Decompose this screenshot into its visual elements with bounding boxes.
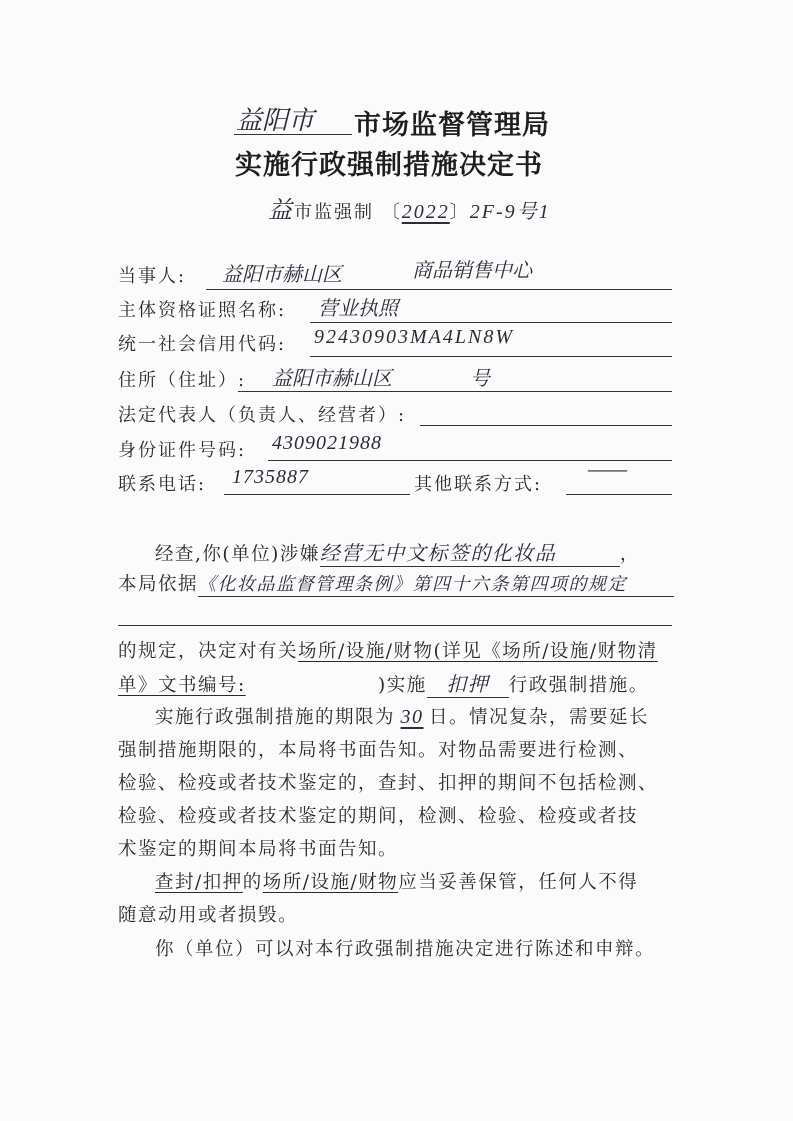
agency-name: 市场监督管理局 [354,110,550,141]
city-handwritten: 益阳市 [236,106,315,135]
text: 检验、检疫或者技术鉴定的，查封、扣押的期间不包括检测、 [118,773,659,794]
text: 强制措施期限的，本局将书面告知。对物品需要进行检测、 [118,740,639,761]
field-other-contact-value: —— [588,456,628,481]
text: 行政强制措施。 [508,675,649,696]
field-label: 当事人: [118,266,187,287]
underline [566,494,672,495]
field-label: 主体资格证照名称: [118,300,287,321]
document-number [268,190,551,225]
field-license [118,296,286,322]
text: 单》文书编号: [118,675,246,696]
text: 查封/扣押 [155,872,243,893]
field-address [118,366,246,392]
doc-prefix: 市监强制 [294,202,374,223]
paragraph-term [155,703,649,729]
underline [420,425,672,426]
term-days-handwritten: 30 [400,706,424,728]
doc-prefix-hw: 益 [268,198,294,224]
field-label: 住所（住址）: [118,370,247,391]
paragraph-finding [155,537,640,567]
underline [310,322,672,323]
field-party-value: 益阳市赫山区 [222,264,342,286]
underline [206,289,672,290]
field-address-value2: 号 [470,368,490,390]
underline [310,356,672,357]
field-label: 统一社会信用代码: [118,334,287,355]
bracket-close: 〕 [449,202,470,223]
text: 术鉴定的期间本局将书面告知。 [118,839,399,860]
field-label: 联系电话: [118,474,207,495]
field-label: 身份证件号码: [118,440,247,461]
text: 经查,你(单位)涉嫌 [155,544,320,565]
city-underline [234,134,352,135]
underline [118,625,672,626]
paragraph-decision-2 [118,668,649,698]
field-credit-code [118,330,286,356]
paragraph-rights: 你（单位）可以对本行政强制措施决定进行陈述和申辩。 [155,939,656,960]
field-phone-value: 1735887 [232,466,309,488]
field-id-number [118,436,246,462]
field-party [118,262,186,288]
text: 应当妥善保管，任何人不得 [398,872,639,893]
text: 场所/设施/财物 [262,872,399,893]
measure-handwritten: 扣押 [427,668,509,698]
text: 随意动用或者损毁。 [118,905,299,926]
field-address-value: 益阳市赫山区 [272,368,392,390]
text: )实施 [378,675,427,696]
document-title: 实施行政强制措施决定书 [235,150,543,181]
text: 的规定，决定对有关 [118,641,299,662]
field-legal-rep [118,401,406,427]
field-credit-code-value: 92430903MA4LN8W [314,326,514,348]
text: 场所/设施/财物(详见《场所/设施/财物清 [298,641,658,662]
doc-year: 2022 [401,201,450,223]
paragraph-decision [118,637,658,663]
field-id-number-value: 4309021988 [272,432,382,454]
field-license-value: 营业执照 [318,298,398,320]
bracket-open: 〔 [381,202,402,223]
underline [224,494,410,495]
violation-handwritten: 经营无中文标签的化妆品 [320,537,620,567]
field-label: 法定代表人（负责人、经营者）: [118,405,407,426]
text: 实施行政强制措施的期限为 [155,707,396,728]
text: 检验、检疫或者技术鉴定的期间，检测、检验、检疫或者技 [118,806,639,827]
underline [238,391,672,392]
legal-basis-handwritten: 《化妆品监督管理条例》第四十六条第四项的规定 [198,570,674,597]
doc-serial: 2F-9号1 [469,201,551,223]
text: 日。情况复杂，需要延长 [429,707,650,728]
text: ， [619,544,640,565]
field-phone [118,470,206,496]
text: 本局依据 [118,574,199,595]
text: 的 [242,872,263,893]
field-party-value2: 商品销售中心 [412,260,532,282]
paragraph-custody [155,868,638,894]
paragraph-basis [118,570,674,597]
field-other-contact-label: 其他联系方式: [414,474,543,495]
